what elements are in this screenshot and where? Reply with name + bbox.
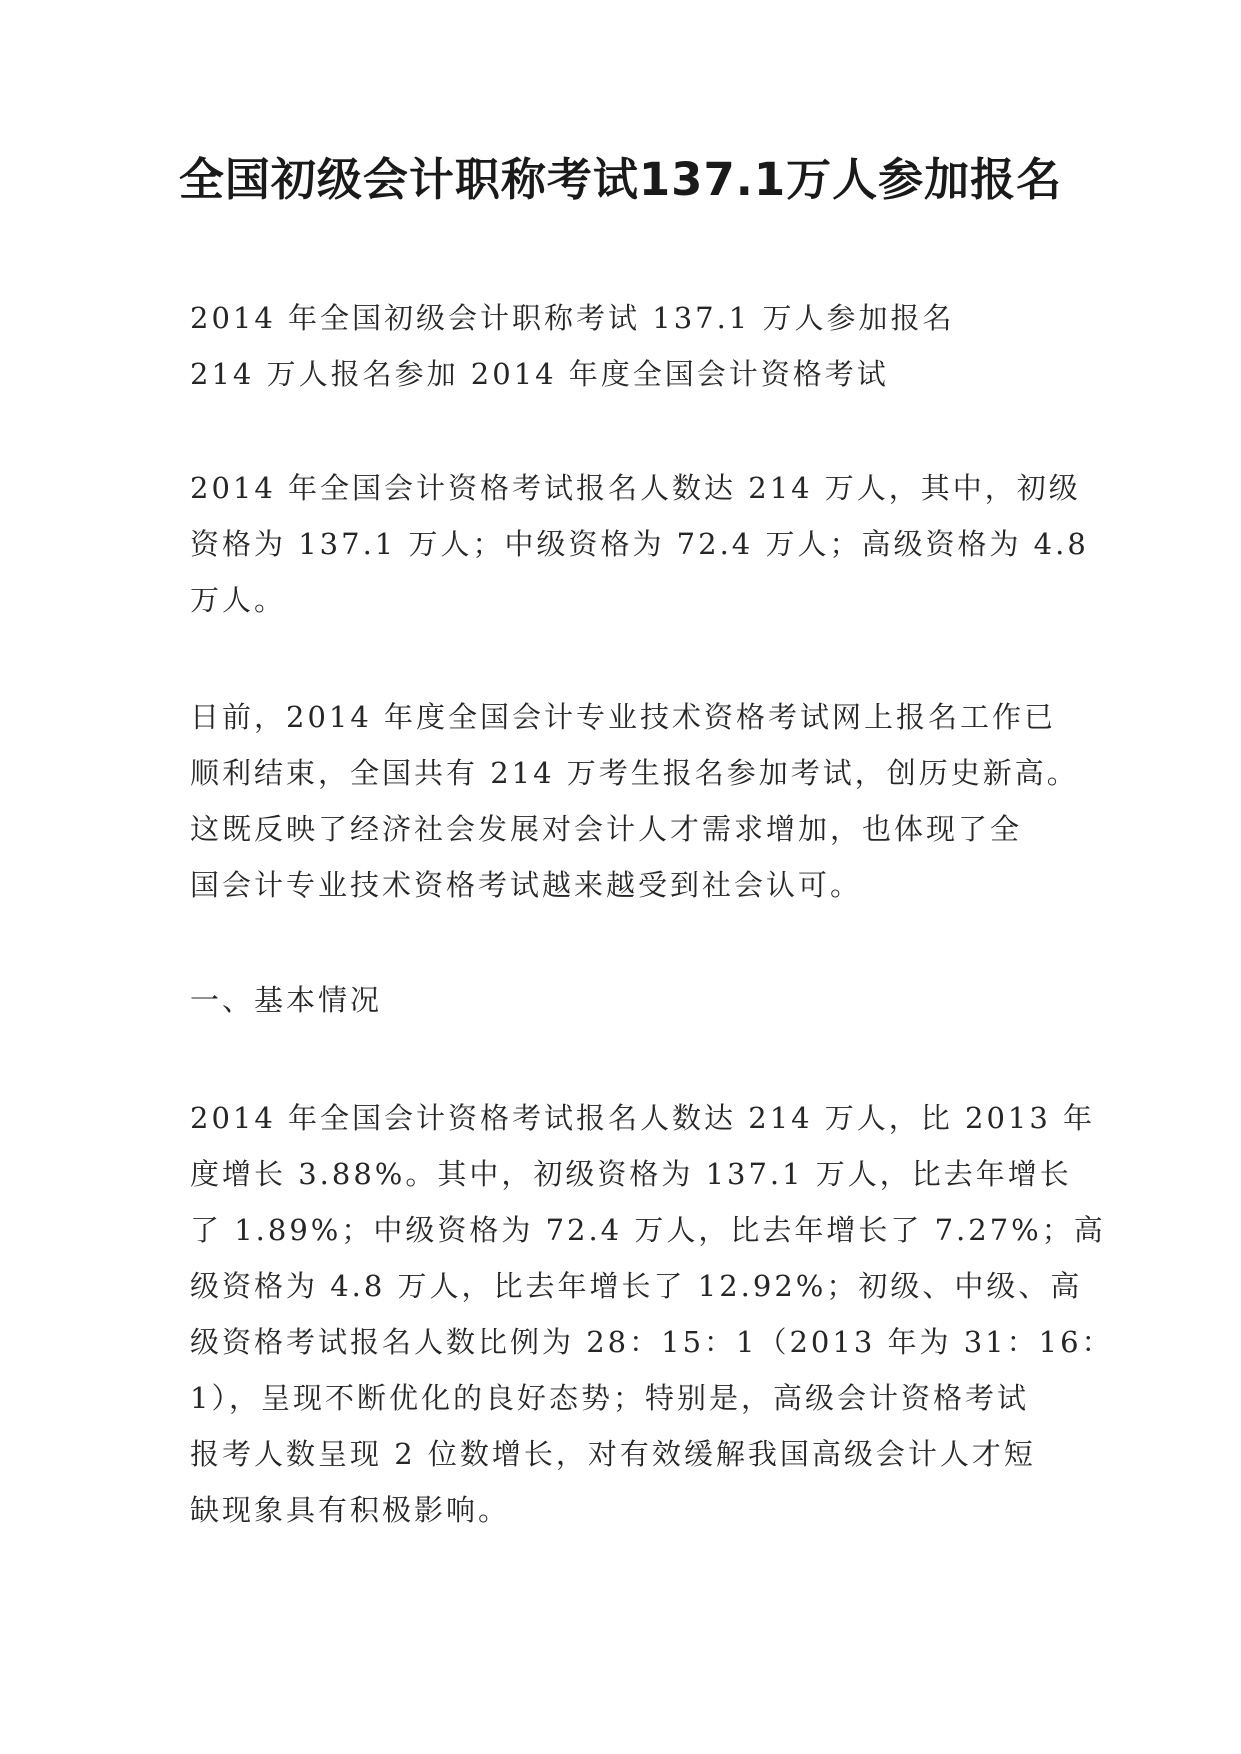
subtitle-line-1: 2014 年全国初级会计职称考试 137.1 万人参加报名 — [190, 301, 955, 335]
intro-paragraph-line-3: 这既反映了经济社会发展对会计人才需求增加，也体现了全 — [190, 812, 1023, 846]
body-paragraph-line-5: 级资格考试报名人数比例为 28：15：1（2013 年为 31：16： — [190, 1325, 1114, 1359]
summary-paragraph-line-3: 万人。 — [190, 583, 287, 617]
section-heading: 一、基本情况 — [190, 983, 383, 1017]
intro-paragraph-line-4: 国会计专业技术资格考试越来越受到社会认可。 — [190, 868, 863, 902]
body-paragraph-line-8: 缺现象具有积极影响。 — [190, 1493, 511, 1527]
document-title: 全国初级会计职称考试137.1万人参加报名 — [178, 153, 1063, 206]
body-paragraph-line-2: 度增长 3.88%。其中，初级资格为 137.1 万人，比去年增长 — [190, 1157, 1072, 1191]
summary-paragraph-line-1: 2014 年全国会计资格考试报名人数达 214 万人，其中，初级 — [190, 471, 1081, 505]
body-paragraph-line-4: 级资格为 4.8 万人，比去年增长了 12.92%；初级、中级、高 — [190, 1269, 1083, 1303]
summary-paragraph-line-2: 资格为 137.1 万人；中级资格为 72.4 万人；高级资格为 4.8 — [190, 527, 1089, 561]
intro-paragraph-line-2: 顺利结束，全国共有 214 万考生报名参加考试，创历史新高。 — [190, 756, 1079, 790]
body-paragraph-line-3: 了 1.89%；中级资格为 72.4 万人，比去年增长了 7.27%；高 — [190, 1213, 1106, 1247]
subtitle-line-2: 214 万人报名参加 2014 年度全国会计资格考试 — [190, 357, 889, 391]
body-paragraph-line-1: 2014 年全国会计资格考试报名人数达 214 万人，比 2013 年 — [190, 1101, 1096, 1135]
body-paragraph-line-6: 1），呈现不断优化的良好态势；特别是，高级会计资格考试 — [190, 1381, 1029, 1415]
body-paragraph-line-7: 报考人数呈现 2 位数增长，对有效缓解我国高级会计人才短 — [190, 1437, 1036, 1471]
intro-paragraph-line-1: 日前，2014 年度全国会计专业技术资格考试网上报名工作已 — [190, 700, 1057, 734]
